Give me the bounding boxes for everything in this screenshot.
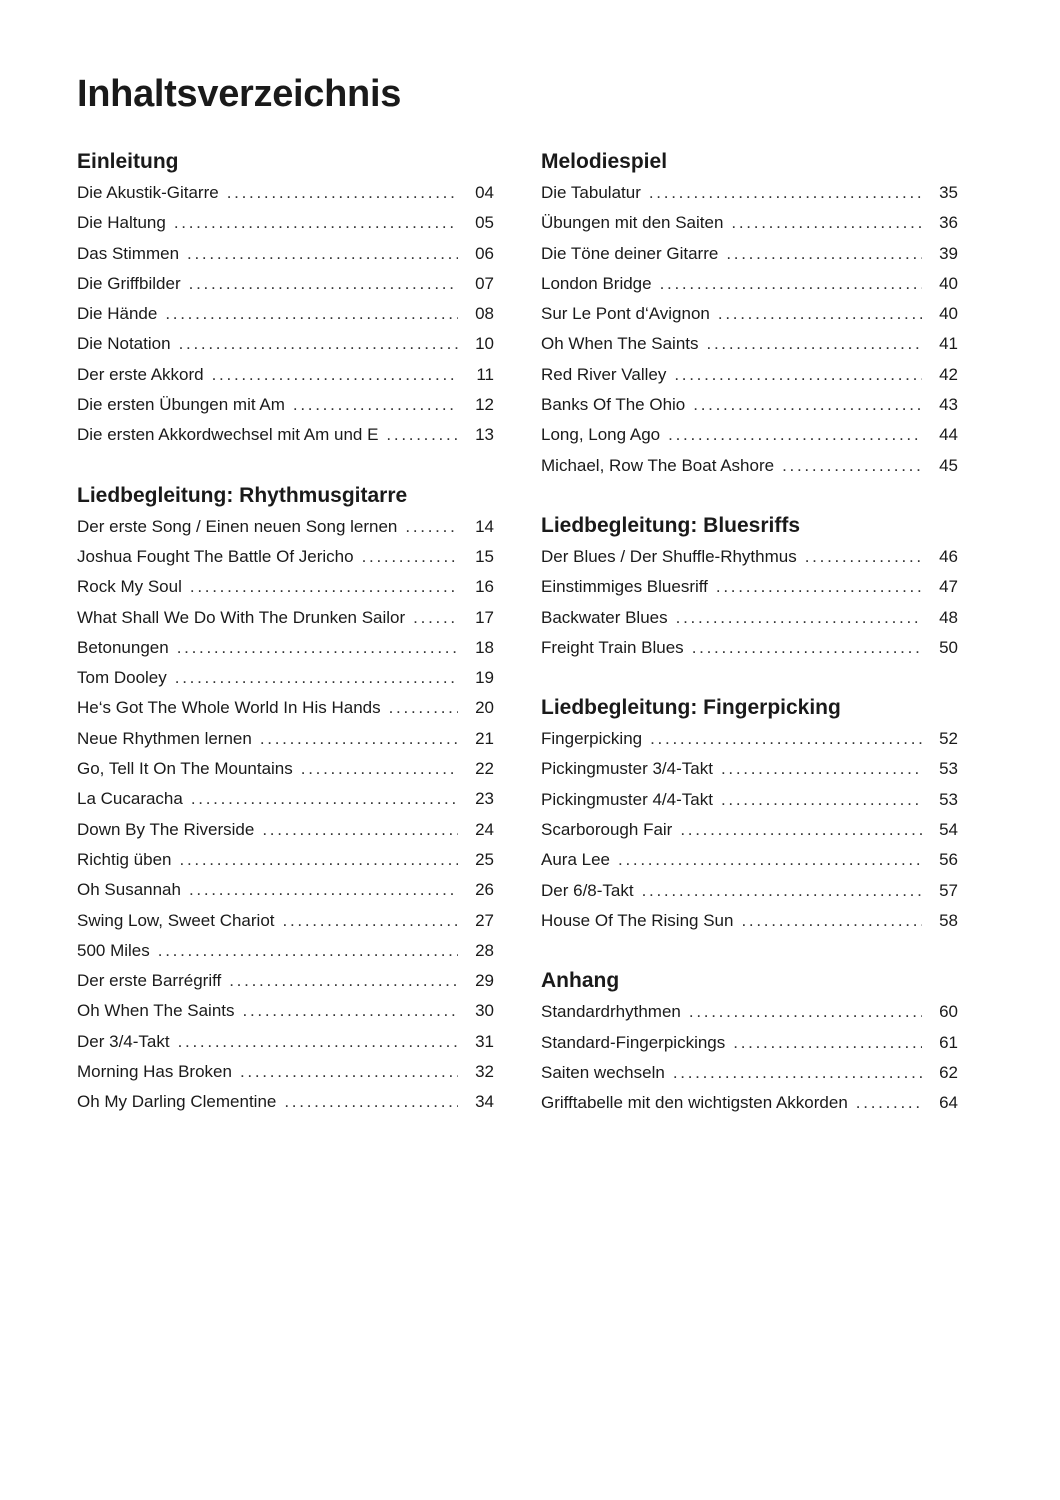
toc-entry[interactable]	[77, 633, 494, 663]
dot-leader	[174, 208, 458, 238]
toc-entry[interactable]	[77, 420, 494, 450]
toc-entry[interactable]	[541, 785, 958, 815]
dot-leader	[660, 269, 922, 299]
toc-entry-page-number: 43	[939, 395, 958, 415]
toc-entry-title: Joshua Fought The Battle Of Jericho	[77, 546, 354, 566]
toc-entry[interactable]	[541, 754, 958, 784]
toc-entry[interactable]	[77, 693, 494, 723]
dot-leader	[642, 876, 922, 906]
toc-entry-page-number: 08	[475, 304, 494, 324]
toc-entry-title: Pickingmuster 4/4-Takt	[541, 789, 713, 809]
toc-section-anhang	[541, 965, 958, 1118]
toc-entry[interactable]	[77, 906, 494, 936]
toc-entry[interactable]	[541, 1088, 958, 1118]
toc-entry-page-number: 05	[475, 213, 494, 233]
toc-entry-title: Standardrhythmen	[541, 1002, 681, 1022]
dot-leader	[649, 178, 922, 208]
dot-leader	[165, 299, 458, 329]
toc-entry[interactable]	[541, 906, 958, 936]
dot-leader	[805, 542, 922, 572]
toc-entry-page-number: 18	[475, 637, 494, 657]
dot-leader	[716, 572, 922, 602]
toc-entry-page-number: 50	[939, 637, 958, 657]
toc-entry[interactable]	[77, 784, 494, 814]
toc-entry-title: Down By The Riverside	[77, 819, 255, 839]
dot-leader	[692, 633, 922, 663]
section-heading: Liedbegleitung: Bluesriffs	[541, 513, 801, 537]
dot-leader	[680, 815, 922, 845]
section-heading: Melodiespiel	[541, 150, 668, 173]
dot-leader	[689, 997, 922, 1027]
toc-entry-page-number: 07	[475, 273, 494, 293]
section-heading: Liedbegleitung: Fingerpicking	[541, 696, 841, 720]
dot-leader	[212, 360, 458, 390]
toc-entry-title: Freight Train Blues	[541, 637, 684, 657]
toc-entry-page-number: 52	[939, 729, 958, 749]
toc-entry[interactable]	[541, 572, 958, 602]
toc-entry-title: Die Griffbilder	[77, 273, 181, 293]
toc-entry[interactable]	[541, 633, 958, 663]
toc-entry[interactable]	[541, 390, 958, 420]
dot-leader	[190, 572, 458, 602]
dot-leader	[413, 603, 458, 633]
toc-entry[interactable]	[541, 724, 958, 754]
toc-entry-page-number: 17	[475, 607, 494, 627]
toc-entry-page-number: 16	[475, 577, 494, 597]
toc-entry-page-number: 27	[475, 910, 494, 930]
toc-entry-page-number: 28	[475, 940, 494, 960]
dot-leader	[731, 208, 922, 238]
toc-entry-title: Fingerpicking	[541, 729, 643, 749]
dot-leader	[283, 906, 459, 936]
toc-entry[interactable]	[541, 815, 958, 845]
toc-entry[interactable]	[77, 663, 494, 693]
dot-leader	[301, 754, 458, 784]
toc-entry[interactable]	[541, 542, 958, 572]
toc-entry[interactable]	[77, 875, 494, 905]
toc-entry-title: Die ersten Akkordwechsel mit Am und E	[77, 425, 379, 445]
toc-entry[interactable]	[77, 754, 494, 784]
toc-entry[interactable]	[77, 542, 494, 572]
dot-leader	[243, 996, 459, 1026]
toc-entry-title: Backwater Blues	[541, 607, 668, 627]
toc-entry[interactable]	[541, 845, 958, 875]
dot-leader	[782, 451, 922, 481]
toc-entry-title: Grifftabelle mit den wichtigsten Akkorden	[541, 1093, 848, 1113]
toc-entry[interactable]	[541, 360, 958, 390]
dot-leader	[674, 360, 922, 390]
dot-leader	[707, 329, 923, 359]
toc-entry-title: Der erste Song / Einen neuen Song lernen	[77, 516, 398, 536]
toc-entry-page-number: 21	[475, 728, 494, 748]
toc-entry-title: Tom Dooley	[77, 668, 167, 688]
toc-entry-title: Oh My Darling Clementine	[77, 1092, 277, 1112]
toc-entry[interactable]	[77, 724, 494, 754]
toc-entry-page-number: 34	[475, 1092, 494, 1112]
toc-entry-title: Michael, Row The Boat Ashore	[541, 455, 775, 475]
toc-entry-page-number: 58	[939, 910, 958, 930]
toc-entry-page-number: 14	[475, 516, 494, 536]
toc-entry[interactable]	[77, 390, 494, 420]
dot-leader	[177, 633, 458, 663]
toc-entry[interactable]	[541, 451, 958, 481]
toc-entry-title: Red River Valley	[541, 364, 667, 384]
dot-leader	[741, 906, 922, 936]
dot-leader	[260, 724, 458, 754]
page-title: Inhaltsverzeichnis	[77, 73, 402, 115]
toc-entry-page-number: 53	[939, 789, 958, 809]
toc-entry-title: London Bridge	[541, 273, 652, 293]
toc-column-left	[77, 146, 494, 1147]
dot-leader	[262, 815, 458, 845]
toc-entry[interactable]	[77, 1087, 494, 1117]
toc-entry-page-number: 64	[939, 1093, 958, 1113]
toc-entry-title: Long, Long Ago	[541, 425, 661, 445]
toc-entry-page-number: 62	[939, 1062, 958, 1082]
toc-entry-title: Der 6/8-Takt	[541, 880, 634, 900]
toc-entry[interactable]	[77, 1057, 494, 1087]
dot-leader	[240, 1057, 458, 1087]
toc-entry-title: 500 Miles	[77, 940, 150, 960]
toc-entry-page-number: 11	[476, 364, 494, 384]
toc-entry[interactable]	[541, 876, 958, 906]
toc-section-liedbegleitung-rhythmusgitarre	[77, 480, 494, 1118]
dot-leader	[187, 239, 458, 269]
toc-entry-title: Morning Has Broken	[77, 1062, 232, 1082]
dot-leader	[180, 845, 458, 875]
toc-entry-page-number: 06	[475, 243, 494, 263]
dot-leader	[721, 754, 922, 784]
toc-entry-title: Die Töne deiner Gitarre	[541, 243, 719, 263]
toc-entry-page-number: 19	[475, 668, 494, 688]
toc-entry-page-number: 20	[475, 698, 494, 718]
toc-entry-page-number: 61	[939, 1032, 958, 1052]
dot-leader	[362, 542, 458, 572]
dot-leader	[618, 845, 922, 875]
toc-entry-page-number: 53	[939, 759, 958, 779]
toc-entry-title: Saiten wechseln	[541, 1062, 665, 1082]
toc-entry[interactable]	[77, 936, 494, 966]
toc-entry-page-number: 31	[475, 1031, 494, 1051]
toc-entry[interactable]	[77, 966, 494, 996]
toc-entry-page-number: 23	[475, 789, 494, 809]
toc-entry[interactable]	[77, 239, 494, 269]
toc-section-melodiespiel	[541, 146, 958, 481]
toc-entry[interactable]	[541, 997, 958, 1027]
toc-entry-page-number: 54	[939, 820, 958, 840]
toc-entry[interactable]	[541, 269, 958, 299]
toc-entry[interactable]	[541, 178, 958, 208]
dot-leader	[179, 329, 458, 359]
dot-leader	[676, 603, 922, 633]
toc-entry-title: Aura Lee	[541, 850, 610, 870]
toc-entry-title: Die Akustik-Gitarre	[77, 183, 219, 202]
toc-entry-page-number: 41	[939, 334, 958, 354]
toc-entry-title: Standard-Fingerpickings	[541, 1032, 726, 1052]
toc-entry-page-number: 47	[939, 577, 958, 597]
dot-leader	[405, 512, 458, 542]
toc-entry-page-number: 46	[939, 546, 958, 566]
toc-entry-title: Die Haltung	[77, 213, 166, 233]
toc-entry-title: Go, Tell It On The Mountains	[77, 759, 293, 779]
dot-leader	[856, 1088, 922, 1118]
toc-entry[interactable]	[541, 420, 958, 450]
dot-leader	[389, 693, 458, 723]
toc-entry-page-number: 24	[475, 819, 494, 839]
toc-entry[interactable]	[541, 208, 958, 238]
toc-entry[interactable]	[77, 269, 494, 299]
toc-entry[interactable]	[77, 360, 494, 390]
dot-leader	[284, 1087, 458, 1117]
toc-entry-title: Die Notation	[77, 334, 171, 354]
toc-entry-page-number: 42	[939, 364, 958, 384]
toc-entry[interactable]	[541, 603, 958, 633]
toc-entry-title: Scarborough Fair	[541, 820, 673, 840]
section-heading: Anhang	[541, 969, 620, 993]
toc-entry-title: Oh Susannah	[77, 880, 181, 900]
dot-leader	[175, 663, 458, 693]
toc-entry-title: Banks Of The Ohio	[541, 395, 686, 415]
toc-entry[interactable]	[77, 572, 494, 602]
toc-section-liedbegleitung-bluesriffs	[541, 510, 958, 663]
toc-entry[interactable]	[77, 329, 494, 359]
toc-entry-title: Richtig üben	[77, 849, 172, 869]
dot-leader	[178, 1027, 458, 1057]
toc-entry-page-number: 12	[475, 395, 494, 415]
toc-entry-title: Die Tabulatur	[541, 183, 641, 202]
dot-leader	[668, 420, 922, 450]
toc-entry-page-number: 30	[475, 1001, 494, 1021]
toc-entry[interactable]	[77, 178, 494, 208]
toc-entry-title: Betonungen	[77, 637, 169, 657]
toc-entry-title: Der erste Barrégriff	[77, 971, 222, 991]
toc-entry[interactable]	[77, 208, 494, 238]
toc-entry-page-number: 29	[475, 971, 494, 991]
dot-leader	[227, 178, 458, 208]
toc-entry[interactable]	[77, 512, 494, 542]
toc-entry-title: Swing Low, Sweet Chariot	[77, 910, 275, 930]
toc-entry-title: Oh When The Saints	[77, 1001, 235, 1021]
toc-entry-page-number: 36	[939, 213, 958, 233]
toc-entry-page-number: 25	[475, 849, 494, 869]
toc-entry-title: Der Blues / Der Shuffle-Rhythmus	[541, 546, 797, 566]
section-heading: Liedbegleitung: Rhythmusgitarre	[77, 483, 408, 507]
toc-entry-page-number: 32	[475, 1062, 494, 1082]
dot-leader	[189, 269, 458, 299]
toc-entry-title: What Shall We Do With The Drunken Sailor	[77, 607, 406, 627]
dot-leader	[386, 420, 458, 450]
dot-leader	[693, 390, 922, 420]
toc-entry[interactable]	[77, 996, 494, 1026]
toc-entry-title: Der 3/4-Takt	[77, 1031, 170, 1051]
toc-entry[interactable]	[541, 1058, 958, 1088]
dot-leader	[229, 966, 458, 996]
toc-entry-page-number: 04	[475, 183, 494, 202]
toc-entry[interactable]	[541, 329, 958, 359]
dot-leader	[726, 239, 922, 269]
toc-column-right	[541, 146, 958, 1147]
toc-entry[interactable]	[77, 815, 494, 845]
dot-leader	[158, 936, 458, 966]
toc-entry-title: Übungen mit den Saiten	[541, 213, 724, 233]
toc-entry[interactable]	[541, 239, 958, 269]
toc-entry[interactable]	[541, 1028, 958, 1058]
dot-leader	[293, 390, 458, 420]
dot-leader	[721, 785, 922, 815]
toc-entry-title: He‘s Got The Whole World In His Hands	[77, 698, 381, 718]
toc-entry[interactable]	[77, 845, 494, 875]
dot-leader	[189, 875, 458, 905]
toc-entry-title: Sur Le Pont d‘Avignon	[541, 304, 710, 324]
toc-entry-page-number: 22	[475, 759, 494, 779]
toc-entry-page-number: 48	[939, 607, 958, 627]
dot-leader	[673, 1058, 922, 1088]
toc-entry-page-number: 56	[939, 850, 958, 870]
toc-entry-page-number: 45	[939, 455, 958, 475]
toc-entry-title: Neue Rhythmen lernen	[77, 728, 252, 748]
toc-entry-title: House Of The Rising Sun	[541, 910, 734, 930]
toc-entry-page-number: 10	[475, 334, 494, 354]
toc-entry[interactable]	[77, 299, 494, 329]
toc-entry-title: Pickingmuster 3/4-Takt	[541, 759, 713, 779]
toc-entry-page-number: 26	[475, 880, 494, 900]
toc-entry[interactable]	[77, 1027, 494, 1057]
toc-entry-page-number: 39	[939, 243, 958, 263]
toc-entry-page-number: 13	[475, 425, 494, 445]
toc-entry-title: Einstimmiges Bluesriff	[541, 577, 708, 597]
toc-entry-title: La Cucaracha	[77, 789, 183, 809]
toc-entry-page-number: 40	[939, 273, 958, 293]
toc-section-liedbegleitung-fingerpicking	[541, 692, 958, 936]
toc-entry-page-number: 60	[939, 1002, 958, 1022]
section-heading: Einleitung	[77, 150, 179, 173]
toc-entry[interactable]	[541, 299, 958, 329]
toc-entry-title: Das Stimmen	[77, 243, 180, 263]
toc-entry-page-number: 35	[939, 183, 958, 202]
dot-leader	[718, 299, 922, 329]
toc-entry-page-number: 57	[939, 880, 958, 900]
toc-entry-title: Rock My Soul	[77, 577, 182, 597]
toc-entry-title: Die ersten Übungen mit Am	[77, 395, 285, 415]
toc-entry[interactable]	[77, 603, 494, 633]
toc-entry-title: Oh When The Saints	[541, 334, 699, 354]
toc-entry-page-number: 44	[939, 425, 958, 445]
toc-entry-page-number: 15	[475, 546, 494, 566]
dot-leader	[191, 784, 458, 814]
dot-leader	[733, 1028, 922, 1058]
toc-entry-title: Der erste Akkord	[77, 364, 204, 384]
toc-entry-title: Die Hände	[77, 304, 158, 324]
toc-entry-page-number: 40	[939, 304, 958, 324]
toc-section-einleitung	[77, 146, 494, 451]
dot-leader	[650, 724, 922, 754]
